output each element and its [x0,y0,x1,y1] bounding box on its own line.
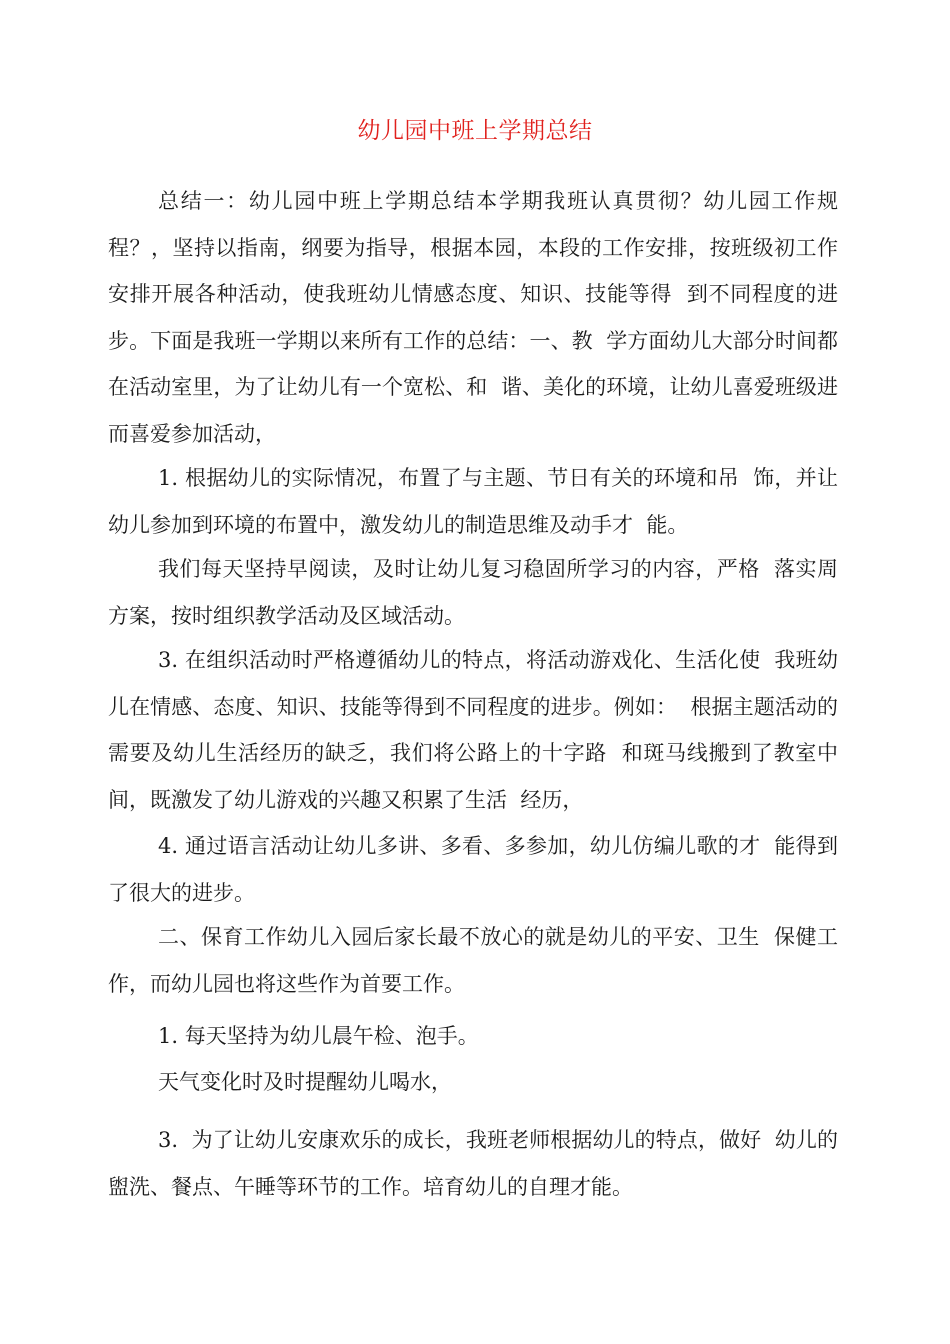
document-title: 幼儿园中班上学期总结 [357,118,593,144]
paragraph-weather-water: 天气变化时及时提醒幼儿喝水， [158,1070,452,1094]
paragraph-health-check: 1. 每天坚持为幼儿晨午检、泡手。 [158,1024,479,1048]
paragraph-summary-intro: 总结一：幼儿园中班上学期总结本学期我班认真贯彻？幼儿园工作规程？，坚持以指南，纲要为指导，根据本园，本段的工作安排，按班级初工作安排开展各种活动，使我班幼儿情感态度、知识、技能等得 到不同程度的进步。下面是我班一学期以来所有工作的总结：一、教 学方面幼儿大部分时间都在活动室里，为了让幼儿有一个宽松、和 谐、美化的环境，让幼儿喜爱班级进而喜爱参加活动， [108,189,838,446]
paragraph-language-activities: 4. 通过语言活动让幼儿多讲、多看、多参加，幼儿仿编儿歌的才 能得到了很大的进步。 [108,834,838,905]
paragraph-self-care: 3. 为了让幼儿安康欢乐的成长，我班老师根据幼儿的特点，做好 幼儿的盥洗、餐点、午睡等环节的工作。培育幼儿的自理才能。 [108,1128,838,1199]
paragraph-activity-organization: 3. 在组织活动时严格遵循幼儿的特点，将活动游戏化、生活化使 我班幼儿在情感、态度、知识、技能等得到不同程度的进步。例如： 根据主题活动的需要及幼儿生活经历的缺乏，我们将公路上的十字路 和斑马线搬到了教室中间，既激发了幼儿游戏的兴趣又积累了生活 经历， [108,648,838,812]
paragraph-daily-reading: 我们每天坚持早阅读，及时让幼儿复习稳固所学习的内容，严格 落实周方案，按时组织教学活动及区域活动。 [108,557,838,628]
paragraph-environment: 1. 根据幼儿的实际情况，布置了与主题、节日有关的环境和吊 饰，并让幼儿参加到环境的布置中，激发幼儿的制造思维及动手才 能。 [108,466,838,537]
paragraph-care-work: 二、保育工作幼儿入园后家长最不放心的就是幼儿的平安、卫生 保健工作，而幼儿园也将这些作为首要工作。 [108,925,838,996]
